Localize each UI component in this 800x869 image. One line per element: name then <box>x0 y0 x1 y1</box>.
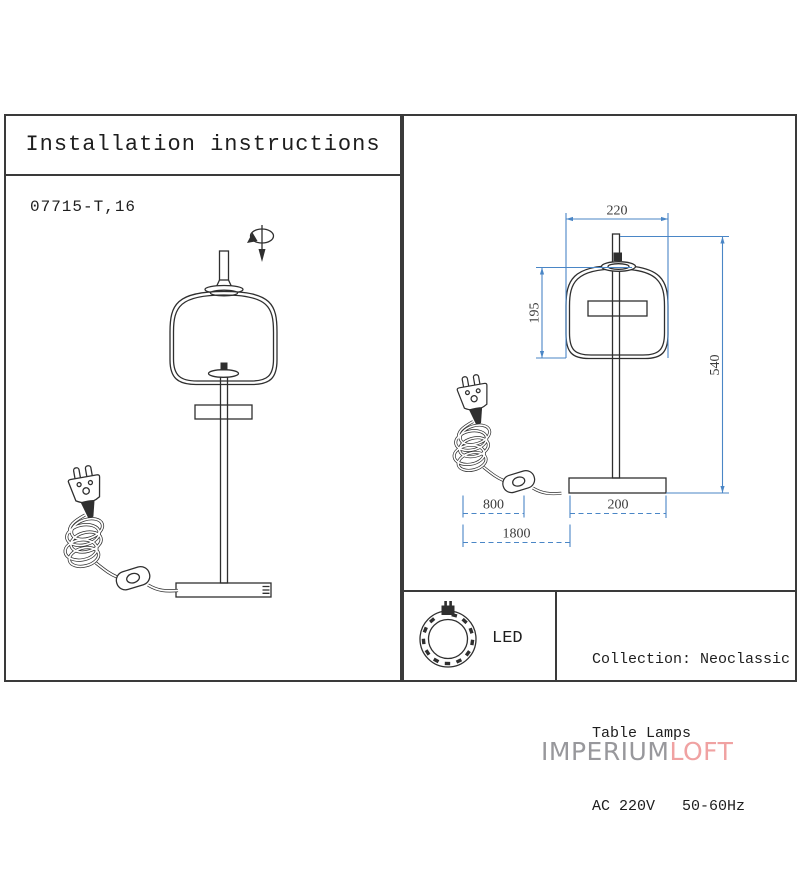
led-label: LED <box>492 629 523 648</box>
brand-accent: LOFT <box>669 737 734 766</box>
dim-total-height: 540 <box>708 354 723 376</box>
spec-list <box>592 599 790 869</box>
dim-shade-height: 195 <box>527 302 543 324</box>
model-number: 07715-T,16 <box>30 198 137 216</box>
footer-divider <box>402 590 797 592</box>
dim-shade-width: 220 <box>606 203 628 219</box>
brand-primary: IMPERIUM <box>541 737 670 766</box>
right-panel-frame <box>402 114 797 682</box>
dim-base-width: 200 <box>607 497 629 513</box>
dim-plug-to-switch: 800 <box>483 497 504 513</box>
title-divider <box>4 174 402 176</box>
spec-power: AC 220V 50-60Hz <box>592 798 746 815</box>
brand-logo <box>541 737 733 766</box>
led-spec-divider <box>555 590 557 682</box>
spec-collection: Collection: Neoclassic <box>592 651 791 668</box>
page-title: Installation instructions <box>25 131 381 157</box>
dim-cord-length: 1800 <box>502 526 531 542</box>
spec-category: Table Lamps <box>592 724 692 742</box>
